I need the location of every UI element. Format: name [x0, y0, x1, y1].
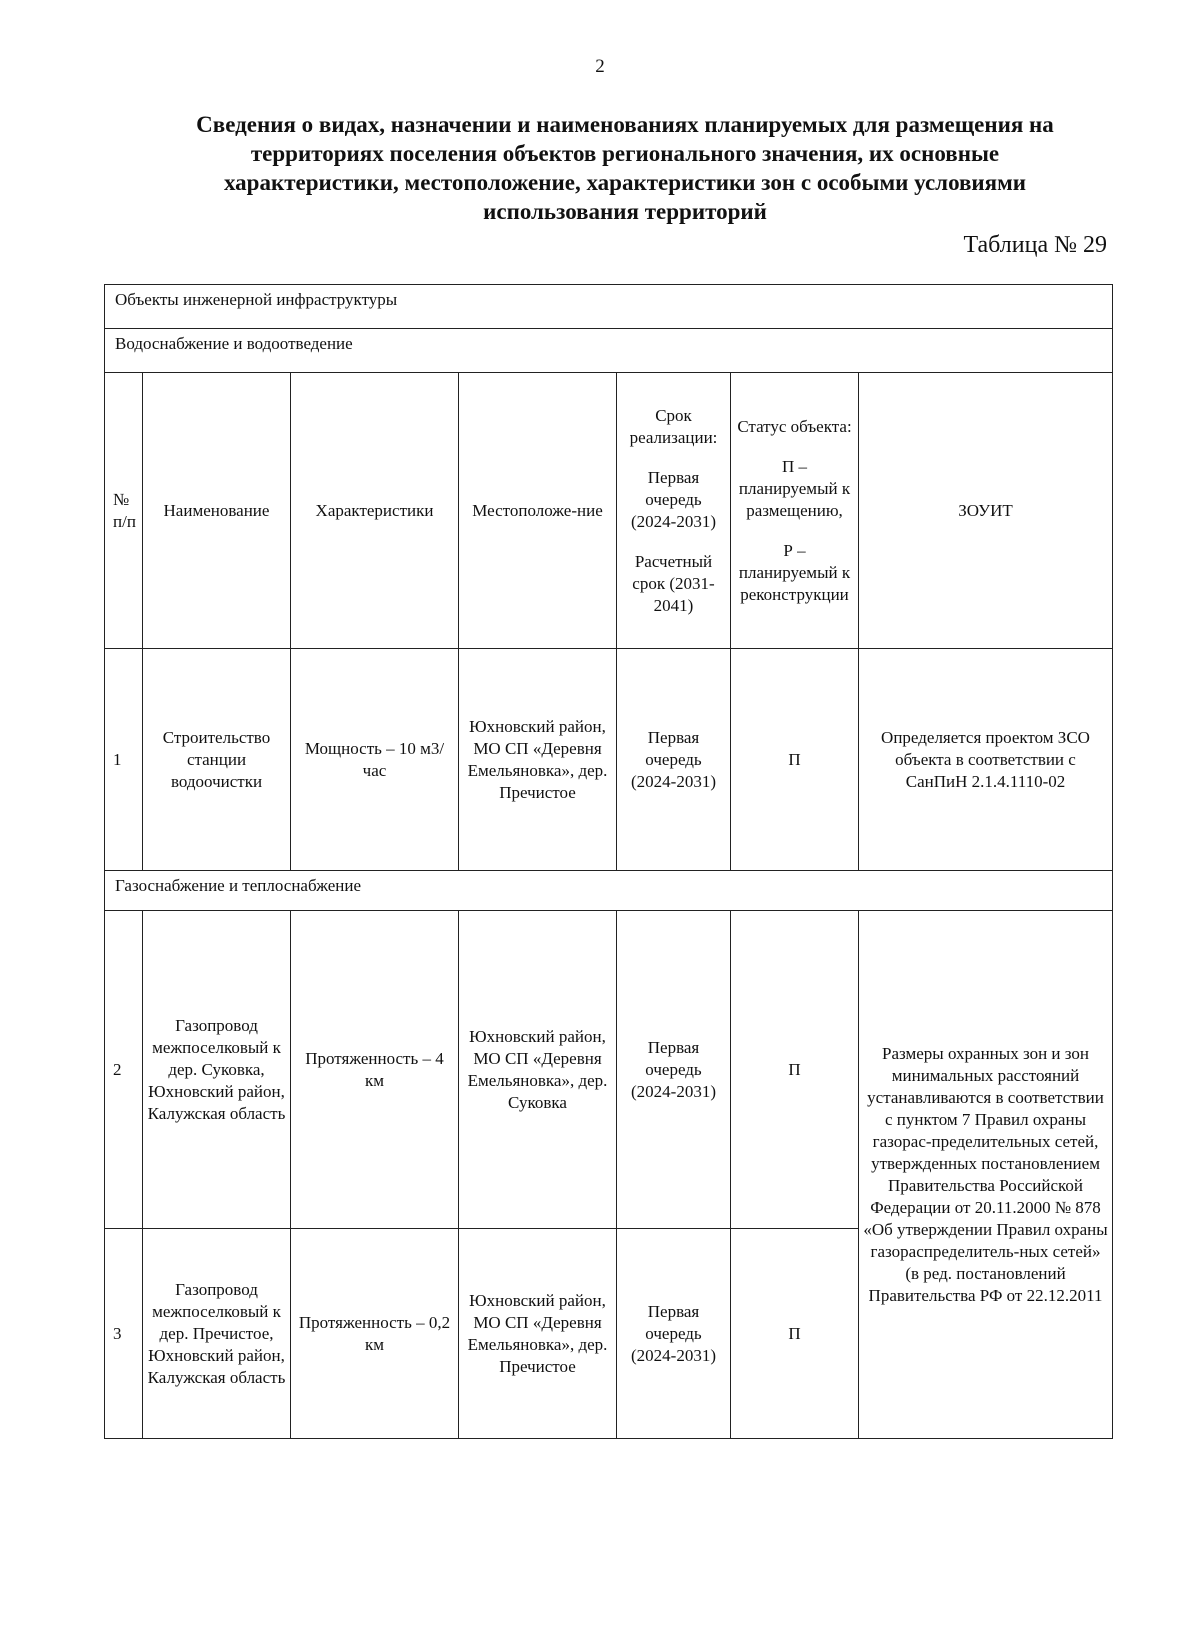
- row-zouit-merged: Размеры охранных зон и зон минимальных расстояний устанавливаются в соответствии с пунктом 7 Правил охраны газорас-пределительных сетей, утвержденных постановлением Правительства Российской Федерации от 20.11.2000 № 878 «Об утверждении Правил охраны газораспределитель-ных сетей» (в ред. постановлений Правительства РФ от 22.12.2011: [859, 911, 1113, 1439]
- header-period-first: Первая очередь (2024-2031): [631, 467, 716, 531]
- row-name: Газопровод межпоселковый к дер. Суковка, Юхновский район, Калужская область: [143, 911, 291, 1229]
- header-status: [731, 373, 859, 649]
- header-status-r: Р – планируемый к реконструкции: [738, 540, 851, 604]
- group-row: [105, 285, 1113, 329]
- section-row-gas: [105, 871, 1113, 911]
- header-characteristics: Характеристики: [291, 373, 459, 649]
- title-line: территориях поселения объектов регионального значения, их основные: [250, 141, 1000, 166]
- row-status: П: [731, 911, 859, 1229]
- row-characteristics: Протяженность – 4 км: [291, 911, 459, 1229]
- row-status: П: [731, 1229, 859, 1439]
- page-number: 2: [595, 56, 605, 77]
- title-line: использования территорий: [483, 199, 767, 224]
- row-num: 2: [105, 911, 143, 1229]
- row-num: 3: [105, 1229, 143, 1439]
- table-caption: Таблица № 29: [963, 232, 1107, 258]
- section-title-water: Водоснабжение и водоотведение: [105, 329, 1113, 373]
- header-period-calc: Расчетный срок (2031-2041): [632, 551, 715, 615]
- table-row: [105, 649, 1113, 871]
- header-status-label: Статус объекта:: [737, 416, 852, 436]
- row-zouit: Определяется проектом ЗСО объекта в соответствии с СанПиН 2.1.4.1110-02: [859, 649, 1113, 871]
- row-characteristics: Мощность – 10 м3/час: [291, 649, 459, 871]
- header-zouit: ЗОУИТ: [859, 373, 1113, 649]
- header-location: Местоположе-ние: [459, 373, 617, 649]
- row-location: Юхновский район, МО СП «Деревня Емельяновка», дер. Суковка: [459, 911, 617, 1229]
- title-line: Сведения о видах, назначении и наименованиях планируемых для размещения на: [196, 112, 1054, 137]
- section-row-water: [105, 329, 1113, 373]
- row-period: Первая очередь (2024-2031): [617, 649, 731, 871]
- header-status-p: П – планируемый к размещению,: [738, 456, 851, 520]
- table-row: [105, 911, 1113, 1229]
- section-title-gas: Газоснабжение и теплоснабжение: [105, 871, 1113, 911]
- row-status: П: [731, 649, 859, 871]
- row-num: 1: [105, 649, 143, 871]
- document-title: [130, 110, 1120, 226]
- regional-objects-table: [104, 284, 1113, 1439]
- header-name: Наименование: [143, 373, 291, 649]
- row-location: Юхновский район, МО СП «Деревня Емельяновка», дер. Пречистое: [459, 1229, 617, 1439]
- row-name: Строительство станции водоочистки: [143, 649, 291, 871]
- row-period: Первая очередь (2024-2031): [617, 1229, 731, 1439]
- header-row: [105, 373, 1113, 649]
- title-line: характеристики, местоположение, характеристики зон с особыми условиями: [223, 170, 1027, 195]
- header-period: [617, 373, 731, 649]
- row-period: Первая очередь (2024-2031): [617, 911, 731, 1229]
- row-location: Юхновский район, МО СП «Деревня Емельяновка», дер. Пречистое: [459, 649, 617, 871]
- header-num: № п/п: [105, 373, 143, 649]
- header-period-label: Срок реализации:: [629, 405, 718, 447]
- row-name: Газопровод межпоселковый к дер. Пречистое, Юхновский район, Калужская область: [143, 1229, 291, 1439]
- row-characteristics: Протяженность – 0,2 км: [291, 1229, 459, 1439]
- group-title: Объекты инженерной инфраструктуры: [105, 285, 1113, 329]
